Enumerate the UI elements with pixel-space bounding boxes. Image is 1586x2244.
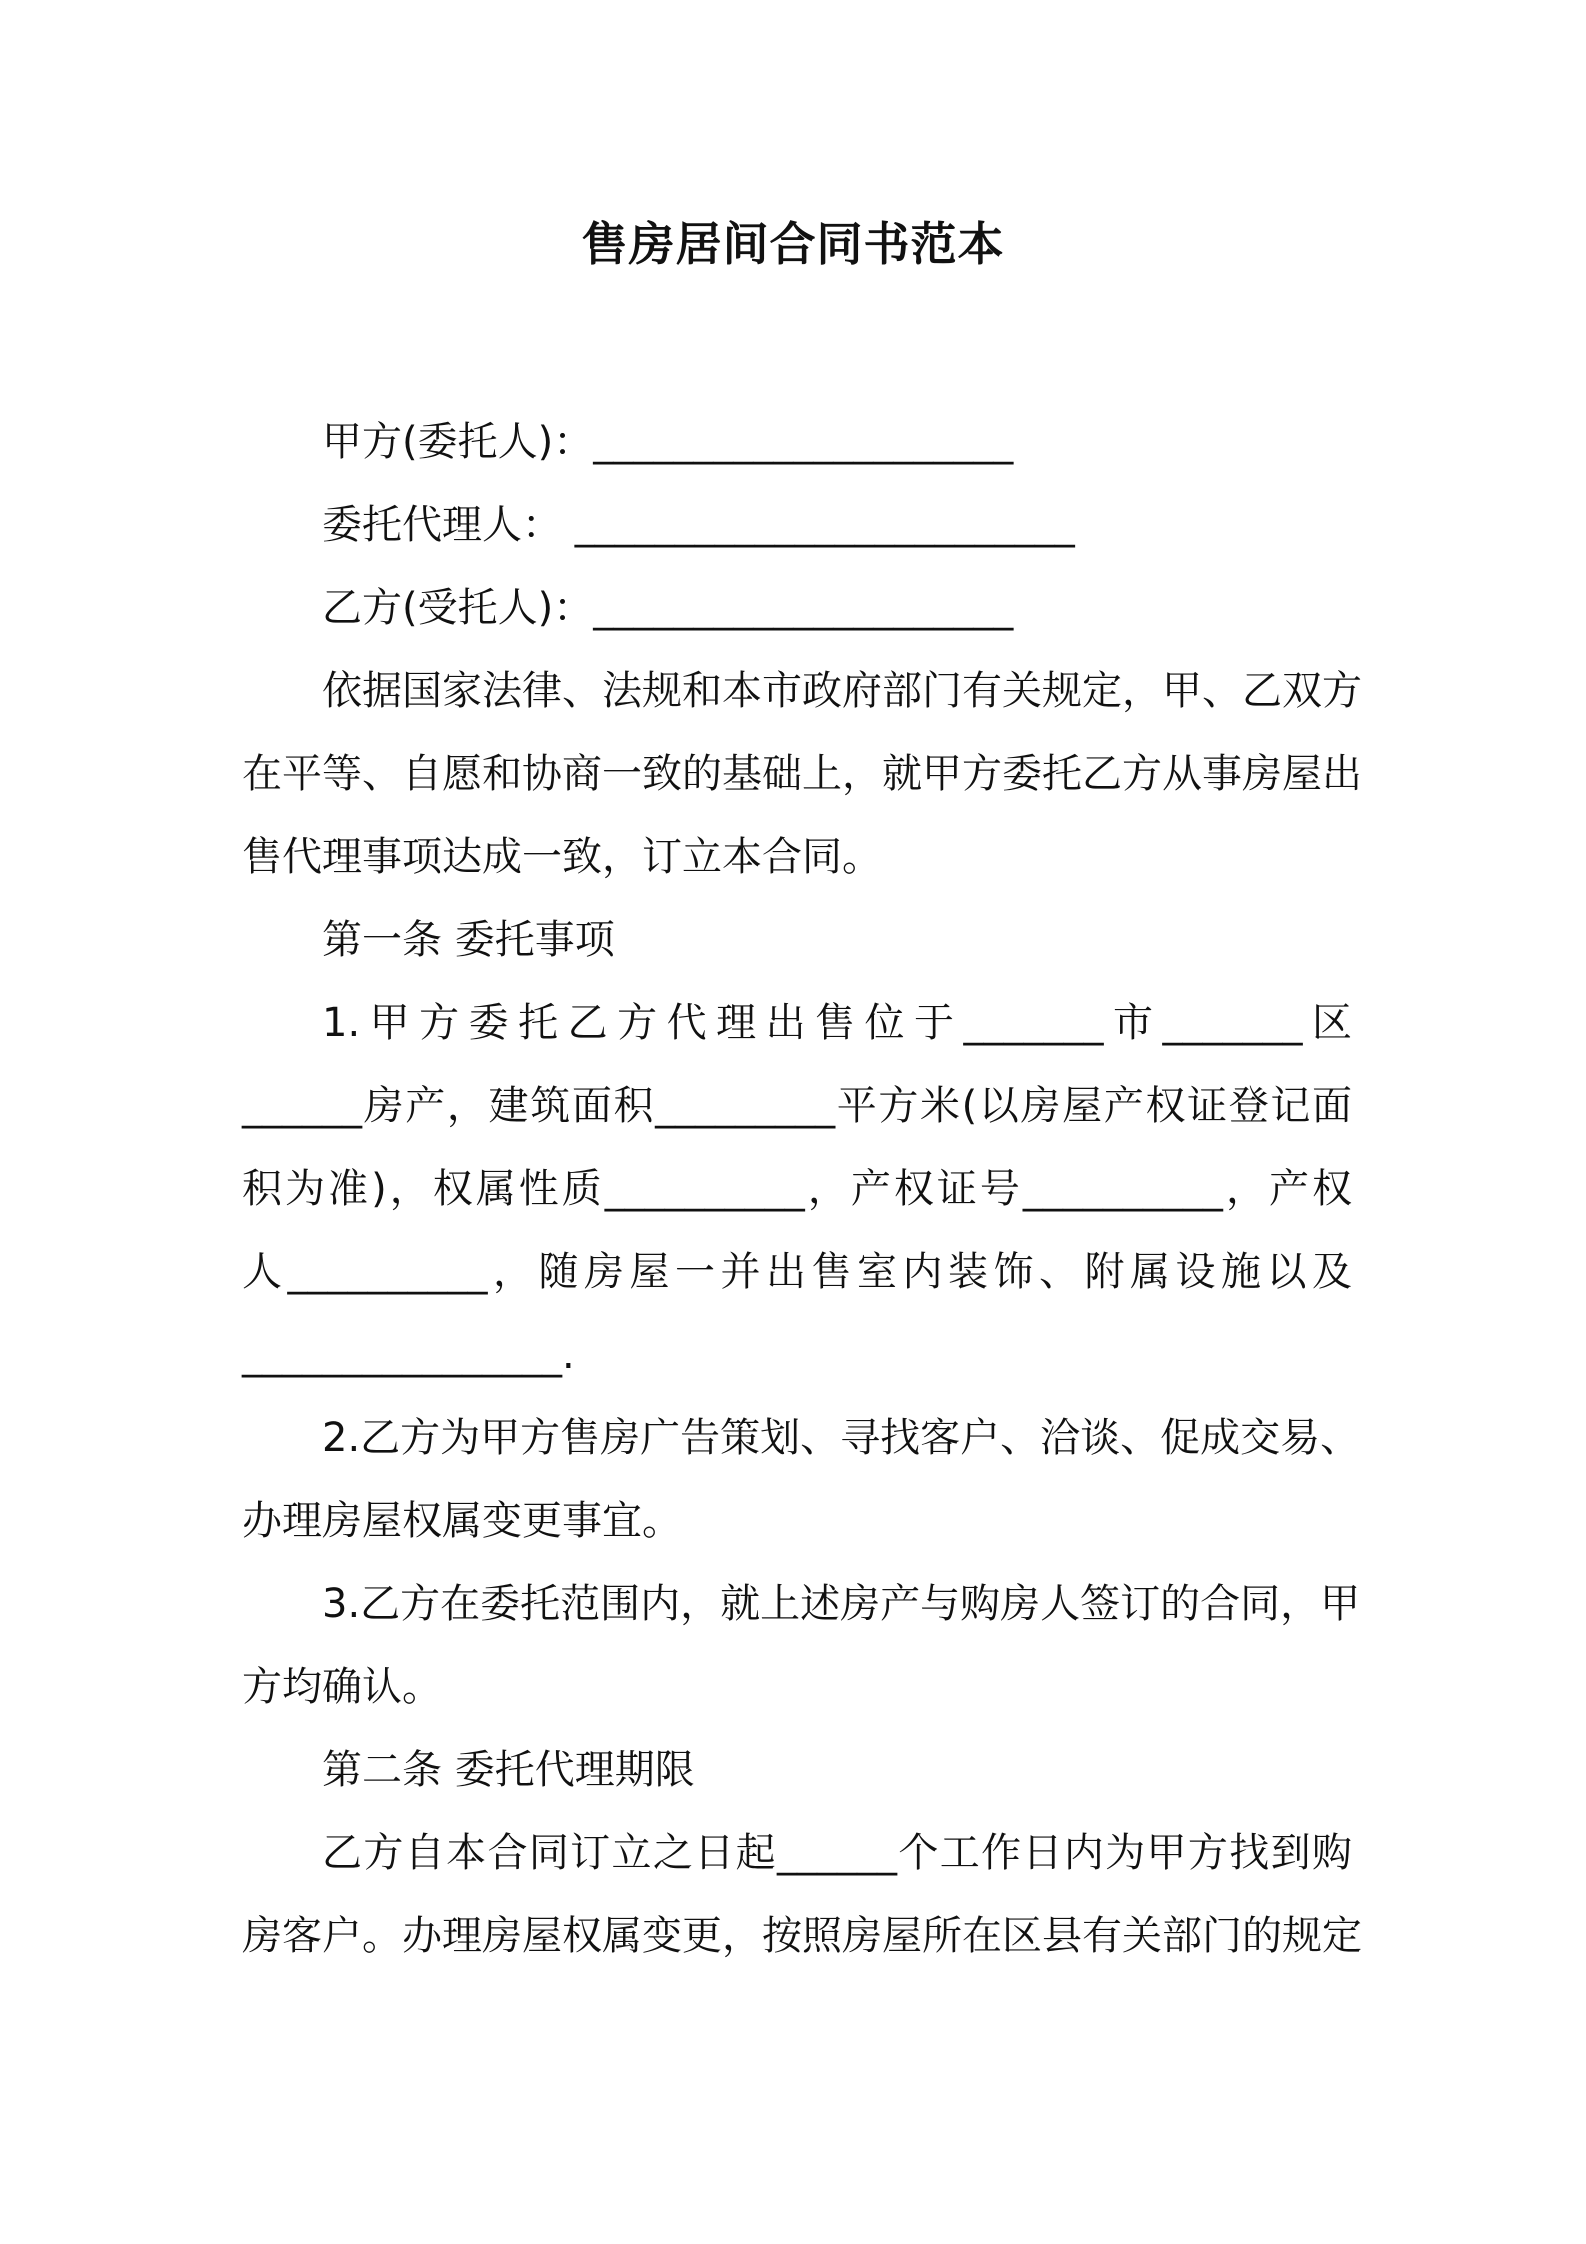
party-a-line: 甲方(委托人)：_____________________ [322, 419, 1014, 465]
party-b-line: 乙方(受托人)：_____________________ [322, 585, 1014, 631]
article1-item2-line: 2.乙方为甲方售房广告策划、寻找客户、洽谈、促成交易、 [322, 1415, 1361, 1461]
preamble-line: 依据国家法律、法规和本市政府部门有关规定，甲、乙双方 [322, 668, 1362, 714]
article1-item1-line: 积为准)，权属性质__________，产权证号__________，产权 [242, 1166, 1352, 1212]
preamble-line: 在平等、自愿和协商一致的基础上，就甲方委托乙方从事房屋出 [242, 751, 1362, 797]
article1-item1-line: 1.甲方委托乙方代理出售位于_______市_______区 [322, 1000, 1352, 1046]
document-title: 售房居间合同书范本 [581, 217, 1005, 271]
article1-item1-line: ______房产，建筑面积_________平方米(以房屋产权证登记面 [242, 1083, 1352, 1129]
agent-line: 委托代理人： _________________________ [322, 502, 1075, 548]
article1-item3-line: 方均确认。 [242, 1664, 442, 1710]
preamble-line: 售代理事项达成一致，订立本合同。 [242, 834, 882, 880]
article1-heading: 第一条 委托事项 [322, 917, 615, 963]
article1-item1-line: 人__________，随房屋一并出售室内装饰、附属设施以及 [242, 1249, 1352, 1295]
article2-body-line: 乙方自本合同订立之日起______个工作日内为甲方找到购 [322, 1830, 1352, 1876]
article1-item3-line: 3.乙方在委托范围内，就上述房产与购房人签订的合同，甲 [322, 1581, 1361, 1627]
article1-item2-line: 办理房屋权属变更事宜。 [242, 1498, 682, 1544]
article2-heading: 第二条 委托代理期限 [322, 1747, 695, 1793]
article1-item1-line: ________________. [242, 1332, 575, 1378]
article2-body-line: 房客户。办理房屋权属变更，按照房屋所在区县有关部门的规定 [242, 1913, 1362, 1959]
